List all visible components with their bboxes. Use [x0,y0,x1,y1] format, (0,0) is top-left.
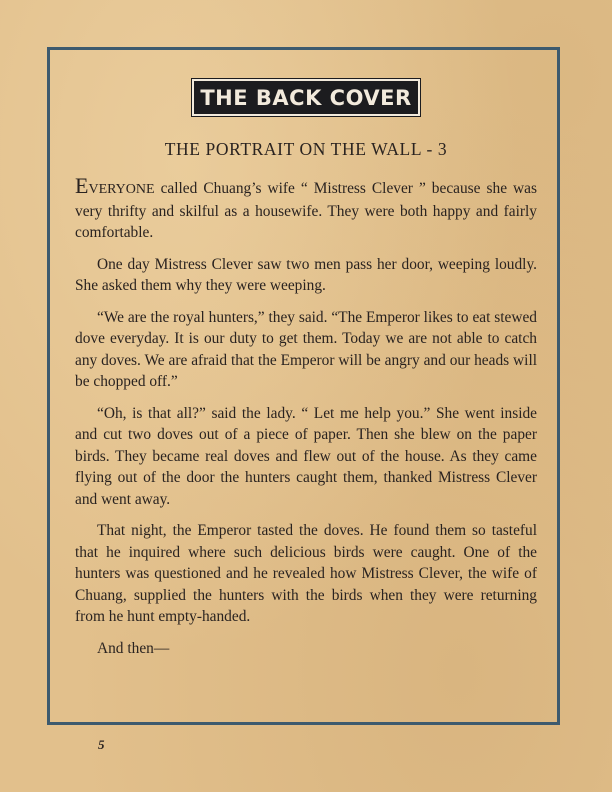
page-number: 5 [98,737,105,752]
story-paragraph [75,173,537,244]
story-body [75,173,537,669]
story-title: THE PORTRAIT ON THE WALL - 3 [164,139,448,159]
story-paragraph: One day Mistress Clever saw two men pass her door, weeping loudly. She asked them why they were weeping. [75,255,537,294]
story-paragraph: That night, the Emperor tasted the doves. He found them so tasteful that he inquired where such delicious birds were caught. One of the hunters was questioned and he revealed how Mistress Clever, the wife of Chuang, supplied the hunters with the birds when they were returning from he hunt empty-handed. [75,522,537,625]
story-paragraph: “Oh, is that all?” said the lady. “ Let me help you.” She went inside and cut two doves out of a piece of paper. Then she blew on the paper birds. They became real doves and flew out of the house. As they came flying out of the door the hunters caught them, thanked Mistress Clever and went away. [75,404,537,508]
section-banner: THE BACK COVER [192,79,419,116]
story-paragraph: “We are the royal hunters,” they said. “The Emperor likes to eat stewed dove everyday. It is our duty to get them. Today we are not able to catch any doves. We are afraid that the Emperor will be angry and our heads will be chopped off.” [75,308,537,390]
drop-cap: E [75,173,89,198]
story-paragraph: And then— [97,639,170,657]
paragraph-text: called Chuang’s wife “ Mistress Clever ” because she was very thrifty and skilful as a housewife. They were both happy and fairly comfortable. [75,180,537,241]
lead-word: VERYONE [88,182,155,197]
banner-container [0,79,612,116]
